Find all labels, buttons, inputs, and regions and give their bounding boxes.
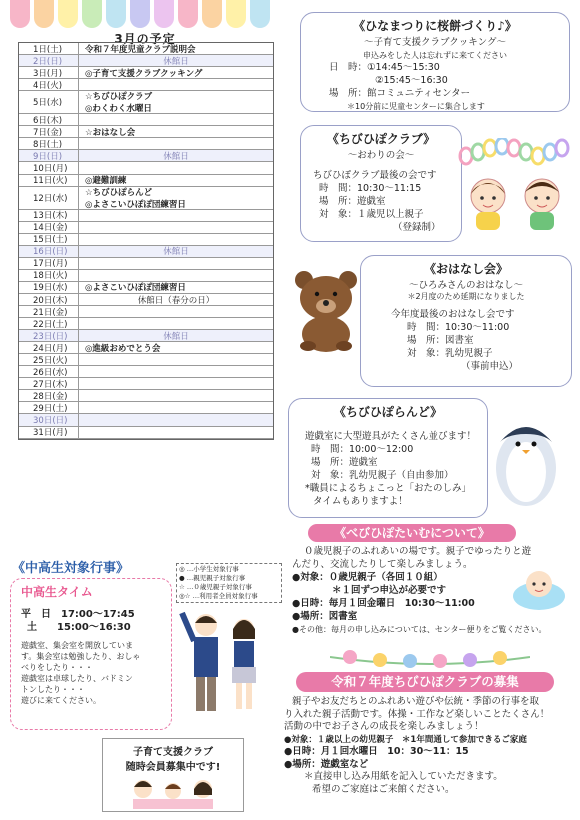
calendar-date: 14日(金) <box>19 222 79 233</box>
calendar-events <box>79 114 273 125</box>
calendar-row <box>19 162 273 174</box>
calendar-date: 28日(金) <box>19 390 79 401</box>
calendar-row <box>19 187 273 210</box>
chibi-club-place: 場 所：遊戯室 <box>319 196 386 207</box>
calendar-date: 10日(月) <box>19 162 79 173</box>
junior-desc-line: べりをしたり・・・ <box>21 663 93 672</box>
recruit-line1: 親子やお友だちとのふれあい遊びや伝統・季節の行事を取 <box>292 696 540 707</box>
calendar-events <box>79 150 273 161</box>
calendar-row <box>19 427 273 439</box>
calendar-row <box>19 138 273 150</box>
calendar-event: ☆ちびひぽらんど <box>85 187 153 198</box>
calendar-events <box>79 222 273 233</box>
baby-line1: ０歳児親子のふれあいの場です。親子でゆったりと遊 <box>304 546 532 557</box>
calendar-events <box>79 79 273 90</box>
calendar-date: 4日(火) <box>19 79 79 90</box>
calendar-row <box>19 282 273 294</box>
calendar-events <box>79 43 273 54</box>
calendar-events <box>79 306 273 317</box>
hina-note: 申込みをした人は忘れずに来てください <box>363 51 507 60</box>
recruit-line2: り入れた親子活動です。体操・工作など楽しいことたくさん！ <box>284 708 550 720</box>
baby-target: ●対象：０歳児親子（各回１０組） <box>292 572 443 583</box>
baby-target2: ＊１回ずつ申込が必要です <box>332 585 447 596</box>
calendar-events <box>79 126 273 137</box>
calendar-row <box>19 294 273 306</box>
calendar-row <box>19 270 273 282</box>
calendar-row <box>19 330 273 342</box>
baby-illustration <box>510 566 568 612</box>
chibi-land-place: 場 所：遊戯室 <box>311 457 378 468</box>
calendar-date: 12日(水) <box>19 187 79 209</box>
calendar-row <box>19 354 273 366</box>
calendar-events <box>79 414 273 425</box>
calendar-row <box>19 222 273 234</box>
recruit-note2: 希望のご家庭はご来館ください。 <box>312 783 455 795</box>
chibi-club-target: 対 象：１歳児以上親子 <box>319 209 424 220</box>
legend-item: ● …親児親子対象行事 <box>179 574 246 582</box>
ohanashi-note: ＊2月度のため延期になりました <box>407 292 525 301</box>
calendar-events <box>79 187 273 209</box>
calendar-row <box>19 126 273 138</box>
ohanashi-reg: （事前申込） <box>461 361 519 372</box>
penguin-illustration <box>488 412 564 508</box>
chibi-land-note2: タイムもありますよ！ <box>313 496 408 507</box>
calendar-row <box>19 67 273 79</box>
support-line1: 子育て支援クラブ <box>133 747 213 758</box>
calendar-events <box>79 246 273 257</box>
calendar-date: 16日(日) <box>19 246 79 257</box>
calendar-event: 休館日 <box>163 247 189 258</box>
recruit-note1: ＊直接申し込み用紙を記入していただきます。 <box>304 771 503 782</box>
calendar-events <box>79 330 273 341</box>
calendar-event: ◎子育て支援クラブクッキング <box>85 68 203 79</box>
calendar-events <box>79 282 273 293</box>
calendar-date: 8日(土) <box>19 138 79 149</box>
chibi-land-line1: 遊戯室に大型遊具がたくさん並びます！ <box>305 431 477 442</box>
calendar-events <box>79 162 273 173</box>
calendar-events <box>79 55 273 66</box>
calendar-date: 22日(土) <box>19 318 79 329</box>
calendar-date: 11日(火) <box>19 175 79 186</box>
calendar-events <box>79 67 273 78</box>
hina-note2: ＊10分前に児童センターに集合します <box>347 102 485 111</box>
junior-desc-line: トンしたり・・・ <box>21 685 85 694</box>
calendar-event: 休館日（春分の日） <box>137 295 215 306</box>
recruit-line3: 活動の中でお子さんの成長を楽しみましょう！ <box>284 721 484 732</box>
legend-item: ◎ …小学生対象行事 <box>179 565 239 573</box>
hina-time2: ②15:45～16:30 <box>375 75 448 86</box>
hina-title: 《ひなまつりに桜餅づくり♪》 <box>353 19 517 33</box>
calendar-events <box>79 318 273 329</box>
calendar-date: 26日(水) <box>19 366 79 377</box>
hina-subtitle: ～子育て支援クラブクッキング～ <box>364 37 506 48</box>
recruit-place: ●場所：遊戯室など <box>284 758 369 770</box>
calendar-date: 21日(金) <box>19 306 79 317</box>
calendar-event: 休館日 <box>163 56 189 67</box>
calendar-title: 3月の予定 <box>114 32 176 46</box>
calendar-date: 1日(土) <box>19 43 79 54</box>
calendar-row <box>19 402 273 414</box>
baby-time-title: 《べびひぽたいむについて》 <box>308 524 516 542</box>
chibi-club-subtitle: ～おわりの会～ <box>347 150 415 161</box>
calendar-date: 18日(火) <box>19 270 79 281</box>
junior-desc-line: 遊戯室は卓球したり、バドミン <box>21 674 133 683</box>
baby-date: ●日時：毎月１回金曜日 10:30～11:00 <box>292 598 475 609</box>
calendar-event: 休館日 <box>163 331 189 342</box>
ohanashi-place: 場 所：図書室 <box>407 335 474 346</box>
chibi-land-time: 時 間：10:00～12:00 <box>311 444 414 455</box>
junior-saturday: 土 15:00～16:30 <box>27 622 131 633</box>
calendar-date: 6日(木) <box>19 114 79 125</box>
junior-title: 《中高生対象行事》 <box>12 561 130 576</box>
recruit-date: ●日時：月１回水曜日 10：30～11：15 <box>284 746 469 757</box>
calendar-events <box>79 175 273 186</box>
calendar-events <box>79 402 273 413</box>
support-club-box <box>102 738 244 812</box>
students-illustration <box>176 605 272 717</box>
calendar-row <box>19 114 273 126</box>
calendar-date: 31日(月) <box>19 427 79 438</box>
calendar-row <box>19 306 273 318</box>
calendar-event: ◎よさこいひぽぽ団練習日 <box>85 283 186 294</box>
calendar-events <box>79 234 273 245</box>
calendar-date: 2日(日) <box>19 55 79 66</box>
calendar-date: 24日(月) <box>19 342 79 353</box>
calendar-date: 25日(火) <box>19 354 79 365</box>
bear-illustration <box>290 268 362 352</box>
calendar-date: 29日(土) <box>19 402 79 413</box>
calendar-events <box>79 210 273 221</box>
calendar-row <box>19 318 273 330</box>
chibi-club-box <box>300 125 462 242</box>
calendar-row <box>19 414 273 426</box>
baby-line2: んだり、交流したりして楽しみましょう。 <box>292 559 473 570</box>
calendar-events <box>79 91 273 113</box>
calendar-date: 23日(日) <box>19 330 79 341</box>
calendar-row <box>19 366 273 378</box>
calendar-date: 19日(水) <box>19 282 79 293</box>
paper-chain-illustration <box>458 138 570 170</box>
chibi-club-line1: ちびひぽクラブ最後の会です <box>313 170 437 181</box>
calendar-row <box>19 258 273 270</box>
calendar-row <box>19 150 273 162</box>
calendar-events <box>79 342 273 353</box>
calendar-date: 9日(日) <box>19 150 79 161</box>
calendar-events <box>79 378 273 389</box>
junior-desc-line: す。集会室は勉強したり、おしゃ <box>21 652 141 661</box>
calendar-event: ◎よさこいひぽぽ団練習日 <box>85 199 186 210</box>
calendar-row <box>19 210 273 222</box>
legend-item: ☆ …０歳児親子対象行事 <box>179 583 252 591</box>
calendar-events <box>79 427 273 438</box>
hina-time1: ①14:45～15:30 <box>367 62 440 73</box>
calendar-events <box>79 390 273 401</box>
chibi-land-note1: *職員によるちょこっと「おたのしみ」 <box>305 483 472 494</box>
hina-place: 場 所：館コミュニティセンター <box>329 88 471 99</box>
recruit-target: ●対象：１歳以上の幼児親子 ＊1年間通して参加できるご家庭 <box>284 734 527 745</box>
calendar-event: ◎わくわく水曜日 <box>85 104 152 115</box>
calendar-row <box>19 55 273 67</box>
junior-desc-line: 遊戯室、集会室を開放していま <box>21 641 133 650</box>
chibi-land-box <box>288 398 488 518</box>
legend-item: ◎☆ …利用者全員対象行事 <box>179 592 258 600</box>
junior-weekday: 平 日 17:00～17:45 <box>21 609 135 620</box>
ohanashi-box <box>360 255 572 387</box>
ohanashi-target: 対 象：乳幼児親子 <box>407 348 493 359</box>
hina-date-label: 日 時： <box>329 62 368 73</box>
legend-box <box>176 563 282 603</box>
ohanashi-time: 時 間：10:30～11:00 <box>407 322 510 333</box>
flower-garland-decoration <box>330 646 530 668</box>
calendar-date: 30日(日) <box>19 414 79 425</box>
calendar-row <box>19 342 273 354</box>
junior-box <box>10 578 172 730</box>
chibi-land-target: 対 象：乳幼児親子（自由参加） <box>311 470 454 481</box>
junior-time-title: 中高生タイム <box>21 585 93 599</box>
calendar-events <box>79 138 273 149</box>
ohanashi-subtitle: ～ひろみさんのおはなし～ <box>408 280 523 291</box>
calendar-row <box>19 234 273 246</box>
calendar-events <box>79 366 273 377</box>
calendar-row <box>19 91 273 114</box>
hina-event-box <box>300 12 570 112</box>
calendar-date: 7日(金) <box>19 126 79 137</box>
calendar-date: 5日(水) <box>19 91 79 113</box>
calendar-date: 17日(月) <box>19 258 79 269</box>
calendar-events <box>79 294 273 305</box>
calendar-event: ☆ちびひぽクラブ <box>85 92 153 103</box>
bunting-decoration <box>0 0 290 30</box>
calendar-date: 27日(木) <box>19 378 79 389</box>
junior-desc-line: 遊びに来てください。 <box>21 696 101 705</box>
chibi-club-time: 時 間：10:30～11:15 <box>319 183 422 194</box>
calendar-row <box>19 378 273 390</box>
calendar-events <box>79 270 273 281</box>
calendar-date: 13日(木) <box>19 210 79 221</box>
children-illustration <box>462 172 570 232</box>
calendar-events <box>79 354 273 365</box>
calendar-event: ☆おはなし会 <box>85 127 136 138</box>
calendar-events <box>79 258 273 269</box>
calendar-row <box>19 246 273 258</box>
chibi-club-reg: （登録制） <box>393 222 441 233</box>
chibi-land-title: 《ちびひぽらんど》 <box>333 405 443 419</box>
calendar-row <box>19 390 273 402</box>
calendar-date: 20日(木) <box>19 294 79 305</box>
chibi-club-title: 《ちびひぽクラブ》 <box>326 132 436 146</box>
baby-other: ●その他：毎月の申し込みについては、センター便りをご覧ください。 <box>292 625 547 634</box>
calendar-table <box>18 42 274 440</box>
ohanashi-line1: 今年度最後のおはなし会です <box>391 309 515 320</box>
support-line2: 随時会員募集中です! <box>125 762 221 773</box>
calendar-event: ◎進級おめでとう会 <box>85 343 161 354</box>
calendar-event: 休館日 <box>163 151 189 162</box>
calendar-date: 15日(土) <box>19 234 79 245</box>
calendar-row <box>19 43 273 55</box>
calendar-event: ◎避難訓練 <box>85 176 127 187</box>
family-illustration <box>123 775 223 809</box>
calendar-event: 令和７年度児童クラブ説明会 <box>85 44 196 55</box>
baby-place: ●場所：図書室 <box>292 611 358 622</box>
ohanashi-title: 《おはなし会》 <box>423 262 508 276</box>
calendar-date: 3日(月) <box>19 67 79 78</box>
recruit-title: 令和７年度ちびひぽクラブの募集 <box>296 672 554 692</box>
